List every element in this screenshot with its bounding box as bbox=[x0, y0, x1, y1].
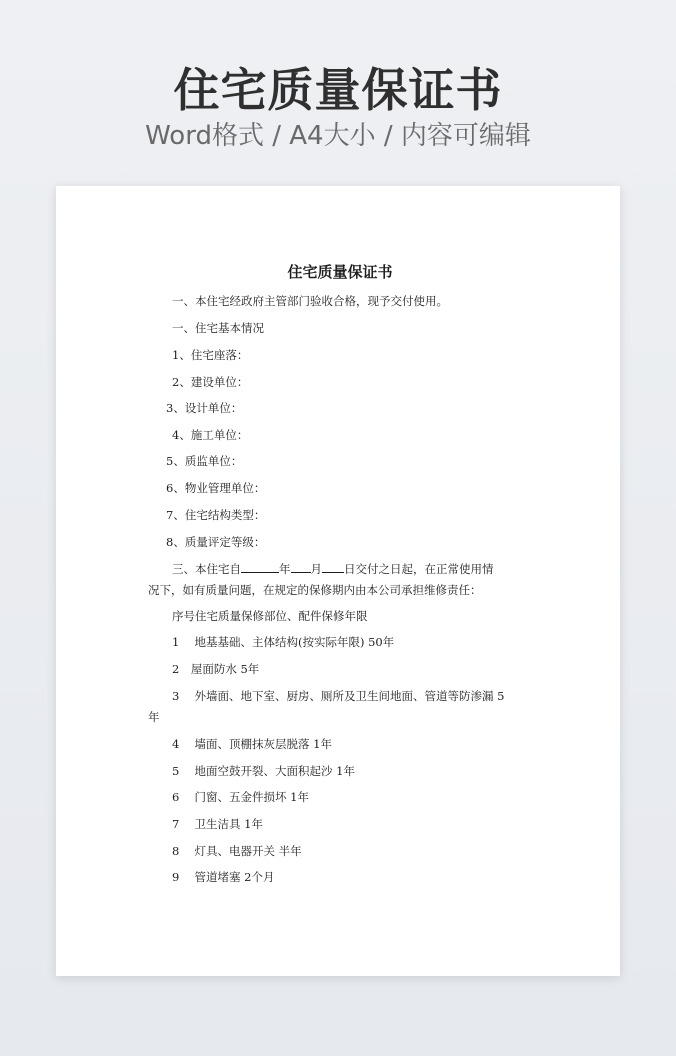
list-item: 7、住宅结构类型： bbox=[166, 508, 266, 522]
section-heading: 一、住宅基本情况 bbox=[172, 321, 264, 335]
month-blank bbox=[291, 559, 311, 573]
warranty-item: 8 灯具、电器开关 半年 bbox=[172, 844, 302, 858]
list-item: 6、物业管理单位： bbox=[166, 481, 266, 495]
warranty-item: 3 外墙面、地下室、厨房、厕所及卫生间地面、管道等防渗漏 5 bbox=[172, 689, 505, 703]
warranty-item-wrap: 年 bbox=[148, 710, 160, 724]
month-label: 月 bbox=[310, 562, 322, 576]
list-item: 1、住宅座落： bbox=[172, 348, 249, 362]
document-title: 住宅质量保证书 bbox=[287, 263, 393, 281]
paragraph-3-continued: 况下，如有质量问题，在规定的保修期内由本公司承担维修责任： bbox=[148, 583, 482, 597]
list-item: 4、施工单位： bbox=[172, 428, 249, 442]
warranty-item: 9 管道堵塞 2个月 bbox=[172, 870, 275, 884]
warranty-item: 7 卫生洁具 1年 bbox=[172, 817, 263, 831]
paragraph-3-end: 日交付之日起，在正常使用情 bbox=[344, 562, 494, 576]
document-page bbox=[56, 186, 620, 976]
banner-subtitle: Word格式 / A4大小 / 内容可编辑 bbox=[145, 121, 531, 151]
warranty-item: 6 门窗、五金件损坏 1年 bbox=[172, 790, 309, 804]
year-blank bbox=[241, 559, 279, 573]
list-item: 3、设计单位： bbox=[166, 401, 243, 415]
day-blank bbox=[322, 559, 344, 573]
warranty-item: 2 屋面防水 5年 bbox=[172, 662, 260, 676]
warranty-item: 1 地基基础、主体结构(按实际年限) 50年 bbox=[172, 635, 395, 649]
paragraph-3 bbox=[172, 559, 494, 578]
list-item: 2、建设单位： bbox=[172, 375, 249, 389]
paragraph-3-start: 三、本住宅自 bbox=[172, 562, 241, 576]
year-label: 年 bbox=[279, 562, 291, 576]
banner-title: 住宅质量保证书 bbox=[173, 63, 503, 117]
table-header: 序号住宅质量保修部位、配件保修年限 bbox=[172, 609, 368, 623]
paragraph-1: 一、本住宅经政府主管部门验收合格，现予交付使用。 bbox=[172, 294, 448, 308]
warranty-item: 4 墙面、顶棚抹灰层脱落 1年 bbox=[172, 737, 332, 751]
list-item: 5、质监单位： bbox=[166, 454, 243, 468]
list-item: 8、质量评定等级： bbox=[166, 535, 266, 549]
warranty-item: 5 地面空鼓开裂、大面积起沙 1年 bbox=[172, 764, 355, 778]
